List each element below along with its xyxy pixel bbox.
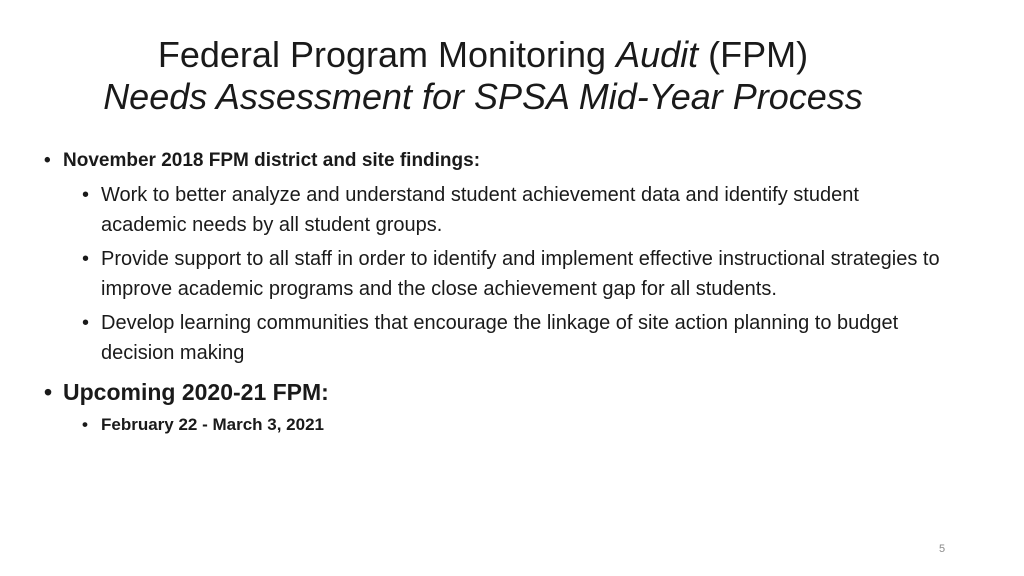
slide-title <box>0 34 966 118</box>
bullet-marker: • <box>82 248 90 270</box>
list-item <box>44 412 944 438</box>
title-text-part1: Federal Program Monitoring <box>157 34 617 75</box>
section-upcoming <box>44 376 944 408</box>
title-line-2: Needs Assessment for SPSA Mid-Year Process <box>103 76 863 117</box>
slide-content <box>44 146 944 438</box>
title-text-part2: (FPM) <box>698 34 809 75</box>
list-item-text: Provide support to all staff in order to identify and implement effective instructional strategies to improve academic programs and the close achievement gap for all students. <box>101 248 940 300</box>
bullet-marker: • <box>44 379 53 405</box>
findings-list <box>44 180 944 368</box>
page-number: 5 <box>938 543 946 555</box>
title-emphasis: Audit <box>616 34 699 75</box>
list-item-text: Work to better analyze and understand student achievement data and identify student academic needs by all student groups. <box>101 184 859 236</box>
bullet-marker: • <box>82 312 90 334</box>
section-heading-findings: November 2018 FPM district and site findings: <box>63 150 481 171</box>
bullet-marker: • <box>44 150 51 171</box>
section-heading-upcoming: Upcoming 2020-21 FPM: <box>63 379 329 405</box>
list-item-text: February 22 - March 3, 2021 <box>101 415 325 434</box>
list-item <box>44 308 944 368</box>
bullet-marker: • <box>82 184 90 206</box>
upcoming-list <box>44 412 944 438</box>
section-findings <box>44 146 944 176</box>
list-item <box>44 180 944 240</box>
list-item <box>44 244 944 304</box>
bullet-marker: • <box>82 415 88 434</box>
list-item-text: Develop learning communities that encourage the linkage of site action planning to budget decision making <box>101 312 899 364</box>
